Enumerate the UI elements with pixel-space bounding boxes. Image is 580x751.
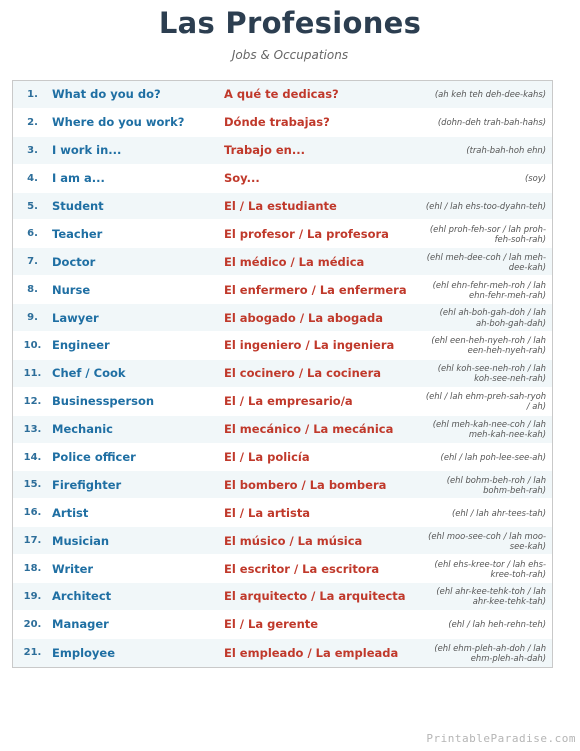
table-row (13, 471, 552, 499)
pronunciation: (ehl ehn-fehr-meh-roh / lah ehn-fehr-meh-rah) (432, 279, 546, 300)
table-row (13, 109, 552, 137)
english-term: Where do you work? (52, 115, 185, 130)
english-term: Lawyer (52, 310, 99, 325)
table-row (13, 360, 552, 388)
pronunciation: (ehl ehm-pleh-ah-doh / lah ehm-pleh-ah-dah) (434, 642, 546, 663)
english-term: Businessperson (52, 394, 155, 409)
spanish-term: El profesor / La profesora (224, 226, 389, 241)
row-number: 1. (27, 88, 38, 100)
table-row (13, 388, 552, 416)
pronunciation: (ehl / lah ehm-preh-sah-ryoh / ah) (425, 391, 546, 412)
page-title: Las Profesiones (158, 6, 422, 40)
pronunciation: (ehl meh-dee-coh / lah meh-dee-kah) (426, 251, 546, 272)
english-term: Teacher (52, 226, 103, 241)
row-number: 12. (23, 395, 42, 407)
table-row (13, 416, 552, 444)
pronunciation: (ehl bohm-beh-roh / lah bohm-beh-rah) (446, 474, 546, 495)
table-row (13, 248, 552, 276)
pronunciation: (ehl meh-kah-nee-coh / lah meh-kah-nee-kah) (432, 419, 546, 440)
spanish-term: Trabajo en... (224, 143, 305, 158)
spanish-term: El empleado / La empleada (224, 645, 399, 660)
spanish-term: El ingeniero / La ingeniera (224, 338, 395, 353)
table-row (13, 444, 552, 472)
english-term: I am a... (52, 171, 105, 186)
english-term: Police officer (52, 450, 136, 465)
spanish-term: El / La policía (224, 450, 310, 465)
english-term: Engineer (52, 338, 110, 353)
spanish-term: El arquitecto / La arquitecta (224, 589, 406, 604)
english-term: Musician (52, 533, 110, 548)
row-number: 8. (27, 284, 38, 296)
table-row (13, 304, 552, 332)
pronunciation: (trah-bah-hoh ehn) (466, 145, 546, 156)
english-term: Chef / Cook (52, 366, 126, 381)
spanish-term: Soy... (224, 171, 260, 186)
english-term: Employee (52, 645, 116, 660)
spanish-term: El médico / La médica (224, 254, 365, 269)
row-number: 16. (23, 507, 42, 519)
pronunciation: (ehl / lah heh-rehn-teh) (448, 619, 546, 630)
spanish-term: El / La gerente (224, 617, 319, 632)
pronunciation: (ehl / lah ahr-tees-tah) (451, 507, 546, 518)
spanish-term: Dónde trabajas? (224, 115, 330, 130)
table-row (13, 583, 552, 611)
row-number: 7. (27, 256, 38, 268)
pronunciation: (dohn-deh trah-bah-hahs) (437, 117, 546, 128)
pronunciation: (ehl proh-feh-sor / lah proh-feh-soh-rah) (429, 223, 546, 244)
row-number: 19. (23, 590, 42, 602)
pronunciation: (ehl moo-see-coh / lah moo-see-kah) (428, 530, 546, 551)
row-number: 6. (27, 228, 38, 240)
spanish-term: El mecánico / La mecánica (224, 422, 394, 437)
spanish-term: El abogado / La abogada (224, 310, 383, 325)
pronunciation: (ehl / lah poh-lee-see-ah) (440, 451, 546, 462)
table-row (13, 611, 552, 639)
pronunciation: (ehl koh-see-neh-roh / lah koh-see-neh-rah) (437, 363, 546, 384)
spanish-term: El músico / La música (224, 533, 363, 548)
pronunciation: (ehl ah-boh-gah-doh / lah ah-boh-gah-dah) (439, 307, 546, 328)
row-number: 14. (23, 451, 42, 463)
pronunciation: (ehl een-heh-nyeh-roh / lah een-heh-nyeh-rah) (431, 335, 546, 356)
row-number: 5. (27, 200, 38, 212)
table-row (13, 499, 552, 527)
english-term: What do you do? (52, 87, 161, 102)
table-row (13, 81, 552, 109)
row-number: 4. (27, 172, 38, 184)
spanish-term: El / La empresario/a (224, 394, 353, 409)
row-number: 9. (27, 312, 38, 324)
english-term: Architect (52, 589, 112, 604)
english-term: Artist (52, 505, 89, 520)
row-number: 17. (23, 535, 42, 547)
footer-watermark: PrintableParadise.com (426, 732, 576, 745)
spanish-term: El enfermero / La enfermera (224, 282, 407, 297)
spanish-term: El / La estudiante (224, 199, 337, 213)
vocabulary-table (12, 80, 553, 668)
table-row (13, 193, 552, 221)
row-number: 10. (23, 339, 42, 351)
english-term: Writer (52, 561, 94, 576)
spanish-term: A qué te dedicas? (224, 87, 339, 102)
table-row (13, 165, 552, 193)
page-subtitle: Jobs & Occupations (231, 48, 349, 62)
row-number: 20. (23, 618, 42, 630)
spanish-term: El cocinero / La cocinera (224, 366, 382, 381)
english-term: Student (52, 199, 104, 213)
english-term: Mechanic (52, 422, 113, 437)
spanish-term: El escritor / La escritora (224, 561, 380, 576)
pronunciation: (ehl ahr-kee-tehk-toh / lah ahr-kee-tehk-tah) (436, 586, 546, 607)
english-term: I work in... (52, 143, 122, 158)
english-term: Doctor (52, 254, 96, 269)
table-row (13, 527, 552, 555)
pronunciation: (ah keh teh deh-dee-kahs) (434, 89, 546, 100)
table-row (13, 555, 552, 583)
table-row (13, 276, 552, 304)
table-row (13, 639, 552, 667)
table-row (13, 137, 552, 165)
row-number: 3. (27, 144, 38, 156)
row-number: 18. (23, 563, 42, 575)
pronunciation: (soy) (525, 173, 546, 184)
row-number: 13. (23, 423, 42, 435)
row-number: 21. (23, 647, 42, 659)
table-row (13, 332, 552, 360)
row-number: 11. (23, 367, 42, 379)
row-number: 2. (27, 116, 38, 128)
spanish-term: El / La artista (224, 505, 311, 520)
english-term: Manager (52, 617, 109, 632)
english-term: Nurse (52, 282, 91, 297)
english-term: Firefighter (52, 477, 122, 492)
pronunciation: (ehl ehs-kree-tor / lah ehs-kree-toh-rah) (434, 558, 546, 579)
table-row (13, 220, 552, 248)
spanish-term: El bombero / La bombera (224, 477, 387, 492)
pronunciation: (ehl / lah ehs-too-dyahn-teh) (425, 200, 546, 211)
row-number: 15. (23, 479, 42, 491)
